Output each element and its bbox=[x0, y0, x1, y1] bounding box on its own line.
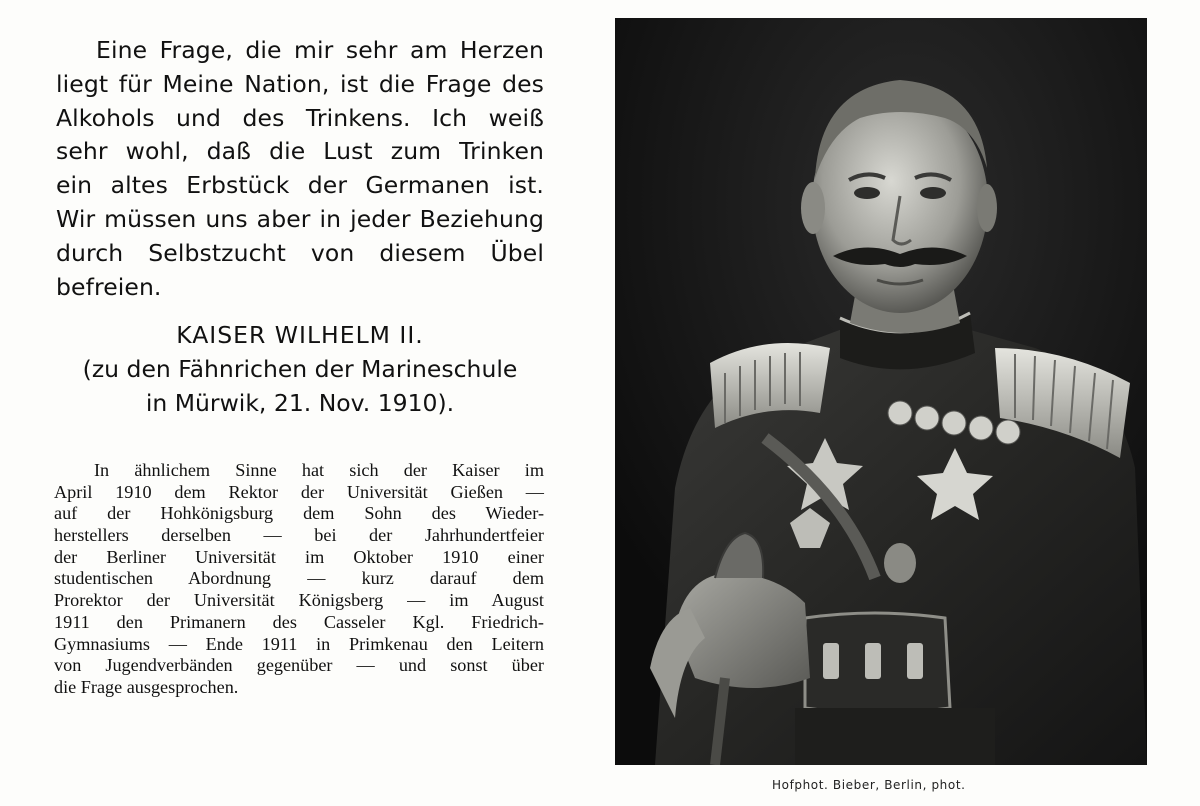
quote-line: Wir müssen uns aber in jeder Beziehung bbox=[56, 204, 544, 233]
note-paragraph bbox=[54, 460, 544, 699]
quote-line: sehr wohl, daß die Lust zum Trinken bbox=[56, 137, 544, 166]
note-line: die Frage ausgesprochen. bbox=[54, 676, 239, 697]
quote-line: ein altes Erbstück der Germanen ist. bbox=[56, 171, 544, 200]
portrait-photo bbox=[615, 18, 1147, 765]
quote-line: durch Selbstzucht von diesem Übel bbox=[56, 238, 544, 267]
note-line: 1911 den Primanern des Casseler Kgl. Friedrich- bbox=[54, 611, 544, 632]
note-line: In ähnlichem Sinne hat sich der Kaiser im bbox=[94, 460, 544, 480]
note-line: herstellers derselben — bei der Jahrhundertfeier bbox=[54, 525, 544, 546]
quote-line: Eine Frage, die mir sehr am Herzen bbox=[96, 36, 544, 64]
quote-line: liegt für Meine Nation, ist die Frage des bbox=[56, 69, 544, 98]
attribution bbox=[56, 318, 544, 420]
quote-block bbox=[56, 34, 544, 304]
portrait-drawing bbox=[615, 18, 1147, 765]
note-line: studentischen Abordnung — kurz darauf dem bbox=[54, 568, 544, 589]
attribution-context-line: in Mürwik, 21. Nov. 1910). bbox=[145, 389, 455, 417]
note-line: April 1910 dem Rektor der Universität Gießen — bbox=[54, 481, 544, 502]
note-line: auf der Hohkönigsburg dem Sohn des Wieder- bbox=[54, 503, 544, 524]
quote-line: Alkohols und des Trinkens. Ich weiß bbox=[56, 103, 544, 132]
quote-line: befreien. bbox=[56, 272, 162, 301]
note-line: der Berliner Universität im Oktober 1910 einer bbox=[54, 546, 544, 567]
note-line: Gymnasiums — Ende 1911 in Primkenau den Leitern bbox=[54, 633, 544, 654]
attribution-name: KAISER WILHELM II. bbox=[176, 321, 424, 349]
note-line: von Jugendverbänden gegenüber — und sonst über bbox=[54, 655, 544, 676]
photo-credit: Hofphot. Bieber, Berlin, phot. bbox=[772, 778, 966, 792]
note-line: Prorektor der Universität Königsberg — im August bbox=[54, 590, 544, 611]
attribution-context-line: (zu den Fähnrichen der Marineschule bbox=[82, 355, 518, 383]
